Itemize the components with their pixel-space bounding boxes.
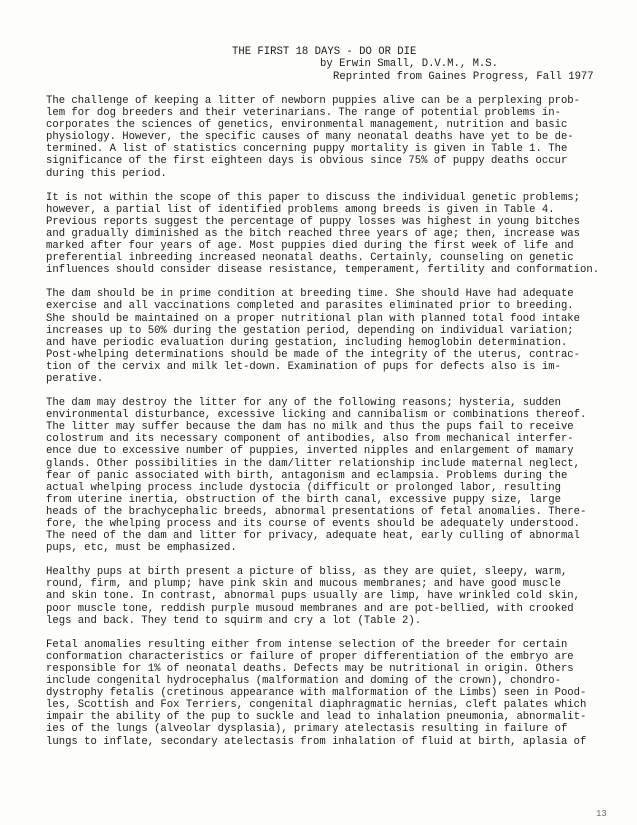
text-line: round, firm, and plump; have pink skin and mucous membranes; and have good muscle bbox=[46, 578, 561, 591]
text-line: impair the ability of the pup to suckle and lead to inhalation pneumonia, abnormalit- bbox=[46, 711, 587, 724]
text-line: and gradually diminished as the bitch reached three years of age; then, increase was bbox=[46, 227, 581, 240]
text-line: preferential inbreeding increased neonatal deaths. Certainly, counseling on genetic bbox=[46, 252, 574, 265]
paragraph bbox=[46, 397, 608, 554]
paragraph bbox=[46, 95, 608, 180]
paragraph bbox=[46, 566, 608, 626]
text-line: ence due to excessive number of puppies, inverted nipples and enlargement of mamary bbox=[46, 445, 574, 458]
text-line: and have periodic evaluation during gestation, including hemoglobin determination. bbox=[46, 336, 568, 349]
paragraph bbox=[46, 639, 608, 748]
text-line: termined. A list of statistics concerning puppy mortality is given in Table 1. The bbox=[46, 143, 568, 156]
text-line: influences should consider disease resistance, temperament, fertility and conformation. bbox=[46, 264, 600, 277]
paragraph bbox=[46, 288, 608, 385]
text-line: dystrophy fetalis (cretinous appearance with malformation of the Limbs) seen in Pood- bbox=[46, 687, 587, 700]
text-line: include congenital hydrocephalus (malformation and doming of the crown), chondro- bbox=[46, 675, 561, 688]
text-line: ies of the lungs (alveolar dysplasia), primary atelectasis resulting in failure of bbox=[46, 723, 568, 736]
text-line: from uterine inertia, obstruction of the birth canal, excessive puppy size, large bbox=[46, 493, 561, 506]
text-line: The dam may destroy the litter for any of the following reasons; hysteria, sudden bbox=[46, 397, 561, 410]
text-line: The litter may suffer because the dam has no milk and thus the pups fail to receive bbox=[46, 421, 574, 434]
text-line: Previous reports suggest the percentage of puppy losses was highest in young bitches bbox=[46, 215, 581, 228]
text-line: corporates the sciences of genetics, environmental management, nutrition and basic bbox=[46, 119, 568, 132]
article-body bbox=[46, 95, 608, 760]
text-line: exercise and all vaccinations completed and parasites eliminated prior to breeding. bbox=[46, 300, 574, 313]
text-line: fore, the whelping process and its course of events should be adequately understood. bbox=[46, 518, 581, 530]
text-line: lungs to inflate, secondary atelectasis from inhalation of fluid at birth, aplasia of bbox=[46, 735, 587, 748]
text-line: responsible for 1% of neonatal deaths. Defects may be nutritional in origin. Others bbox=[46, 662, 574, 675]
text-line: heads of the brachycephalic breeds, abnormal presentations of fetal anomalies. There- bbox=[46, 505, 587, 518]
text-line: environmental disturbance, excessive licking and cannibalism or combinations thereof. bbox=[46, 409, 587, 422]
text-line: actual whelping process include dystocia (difficult or prolonged labor, resulting bbox=[46, 481, 561, 494]
text-line: She should be maintained on a proper nutritional plan with planned total food intake bbox=[46, 312, 581, 325]
text-line: however, a partial list of identified problems among breeds is given in Table 4. bbox=[46, 203, 555, 216]
article-author: by Erwin Small, D.V.M., M.S. bbox=[320, 58, 499, 70]
text-line: perative. bbox=[46, 372, 104, 385]
text-line: colostrum and its necessary component of antibodies, also from mechanical interfer- bbox=[46, 433, 574, 446]
paragraph bbox=[46, 192, 608, 277]
text-line: conformation characteristics or failure of proper differentiation of the embryo are bbox=[46, 650, 574, 663]
text-line: Post-whelping determinations should be made of the integrity of the uterus, contrac- bbox=[46, 348, 581, 361]
text-line: pups, etc, must be emphasized. bbox=[46, 542, 237, 555]
article-title: THE FIRST 18 DAYS - DO OR DIE bbox=[232, 46, 417, 58]
text-line: glands. Other possibilities in the dam/litter relationship include maternal neglect, bbox=[46, 457, 581, 470]
text-line: fear of panic associated with birth, antagonism and eclampsia. Problems during the bbox=[46, 469, 568, 482]
text-line: It is not within the scope of this paper to discuss the individual genetic problems; bbox=[46, 191, 581, 204]
text-line: The dam should be in prime condition at breeding time. She should Have had adequate bbox=[46, 288, 574, 301]
text-line: Fetal anomalies resulting either from intense selection of the breeder for certain bbox=[46, 638, 568, 651]
text-line: les, Scottish and Fox Terriers, congenital diaphragmatic hernias, cleft palates which bbox=[46, 699, 587, 712]
page-number: 13 bbox=[596, 809, 607, 819]
text-line: The challenge of keeping a litter of newborn puppies alive can be a perplexing prob- bbox=[46, 95, 581, 107]
text-line: increases up to 50% during the gestation period, depending on individual variation; bbox=[46, 324, 574, 337]
text-line: marked after four years of age. Most puppies died during the first week of life and bbox=[46, 240, 574, 253]
text-line: significance of the first eighteen days is obvious since 75% of puppy deaths occur bbox=[46, 155, 568, 168]
text-line: tion of the cervix and milk let-down. Examination of pups for defects also is im- bbox=[46, 360, 561, 373]
text-line: physiology. However, the specific causes of many neonatal deaths have yet to be de- bbox=[46, 131, 574, 144]
text-line: poor muscle tone, reddish purple musoud membranes and are pot-bellied, with crooked bbox=[46, 602, 574, 615]
text-line: The need of the dam and litter for privacy, adequate heat, early culling of abnormal bbox=[46, 530, 581, 543]
text-line: and skin tone. In contrast, abnormal pups usually are limp, have wrinkled cold skin, bbox=[46, 590, 581, 603]
text-line: Healthy pups at birth present a picture of bliss, as they are quiet, sleepy, warm, bbox=[46, 566, 568, 579]
text-line: legs and back. They tend to squirm and cry a lot (Table 2). bbox=[46, 614, 422, 627]
text-line: during this period. bbox=[46, 167, 167, 180]
text-line: lem for dog breeders and their veterinarians. The range of potential problems in- bbox=[46, 107, 561, 120]
article-source: Reprinted from Gaines Progress, Fall 1977 bbox=[333, 71, 594, 83]
